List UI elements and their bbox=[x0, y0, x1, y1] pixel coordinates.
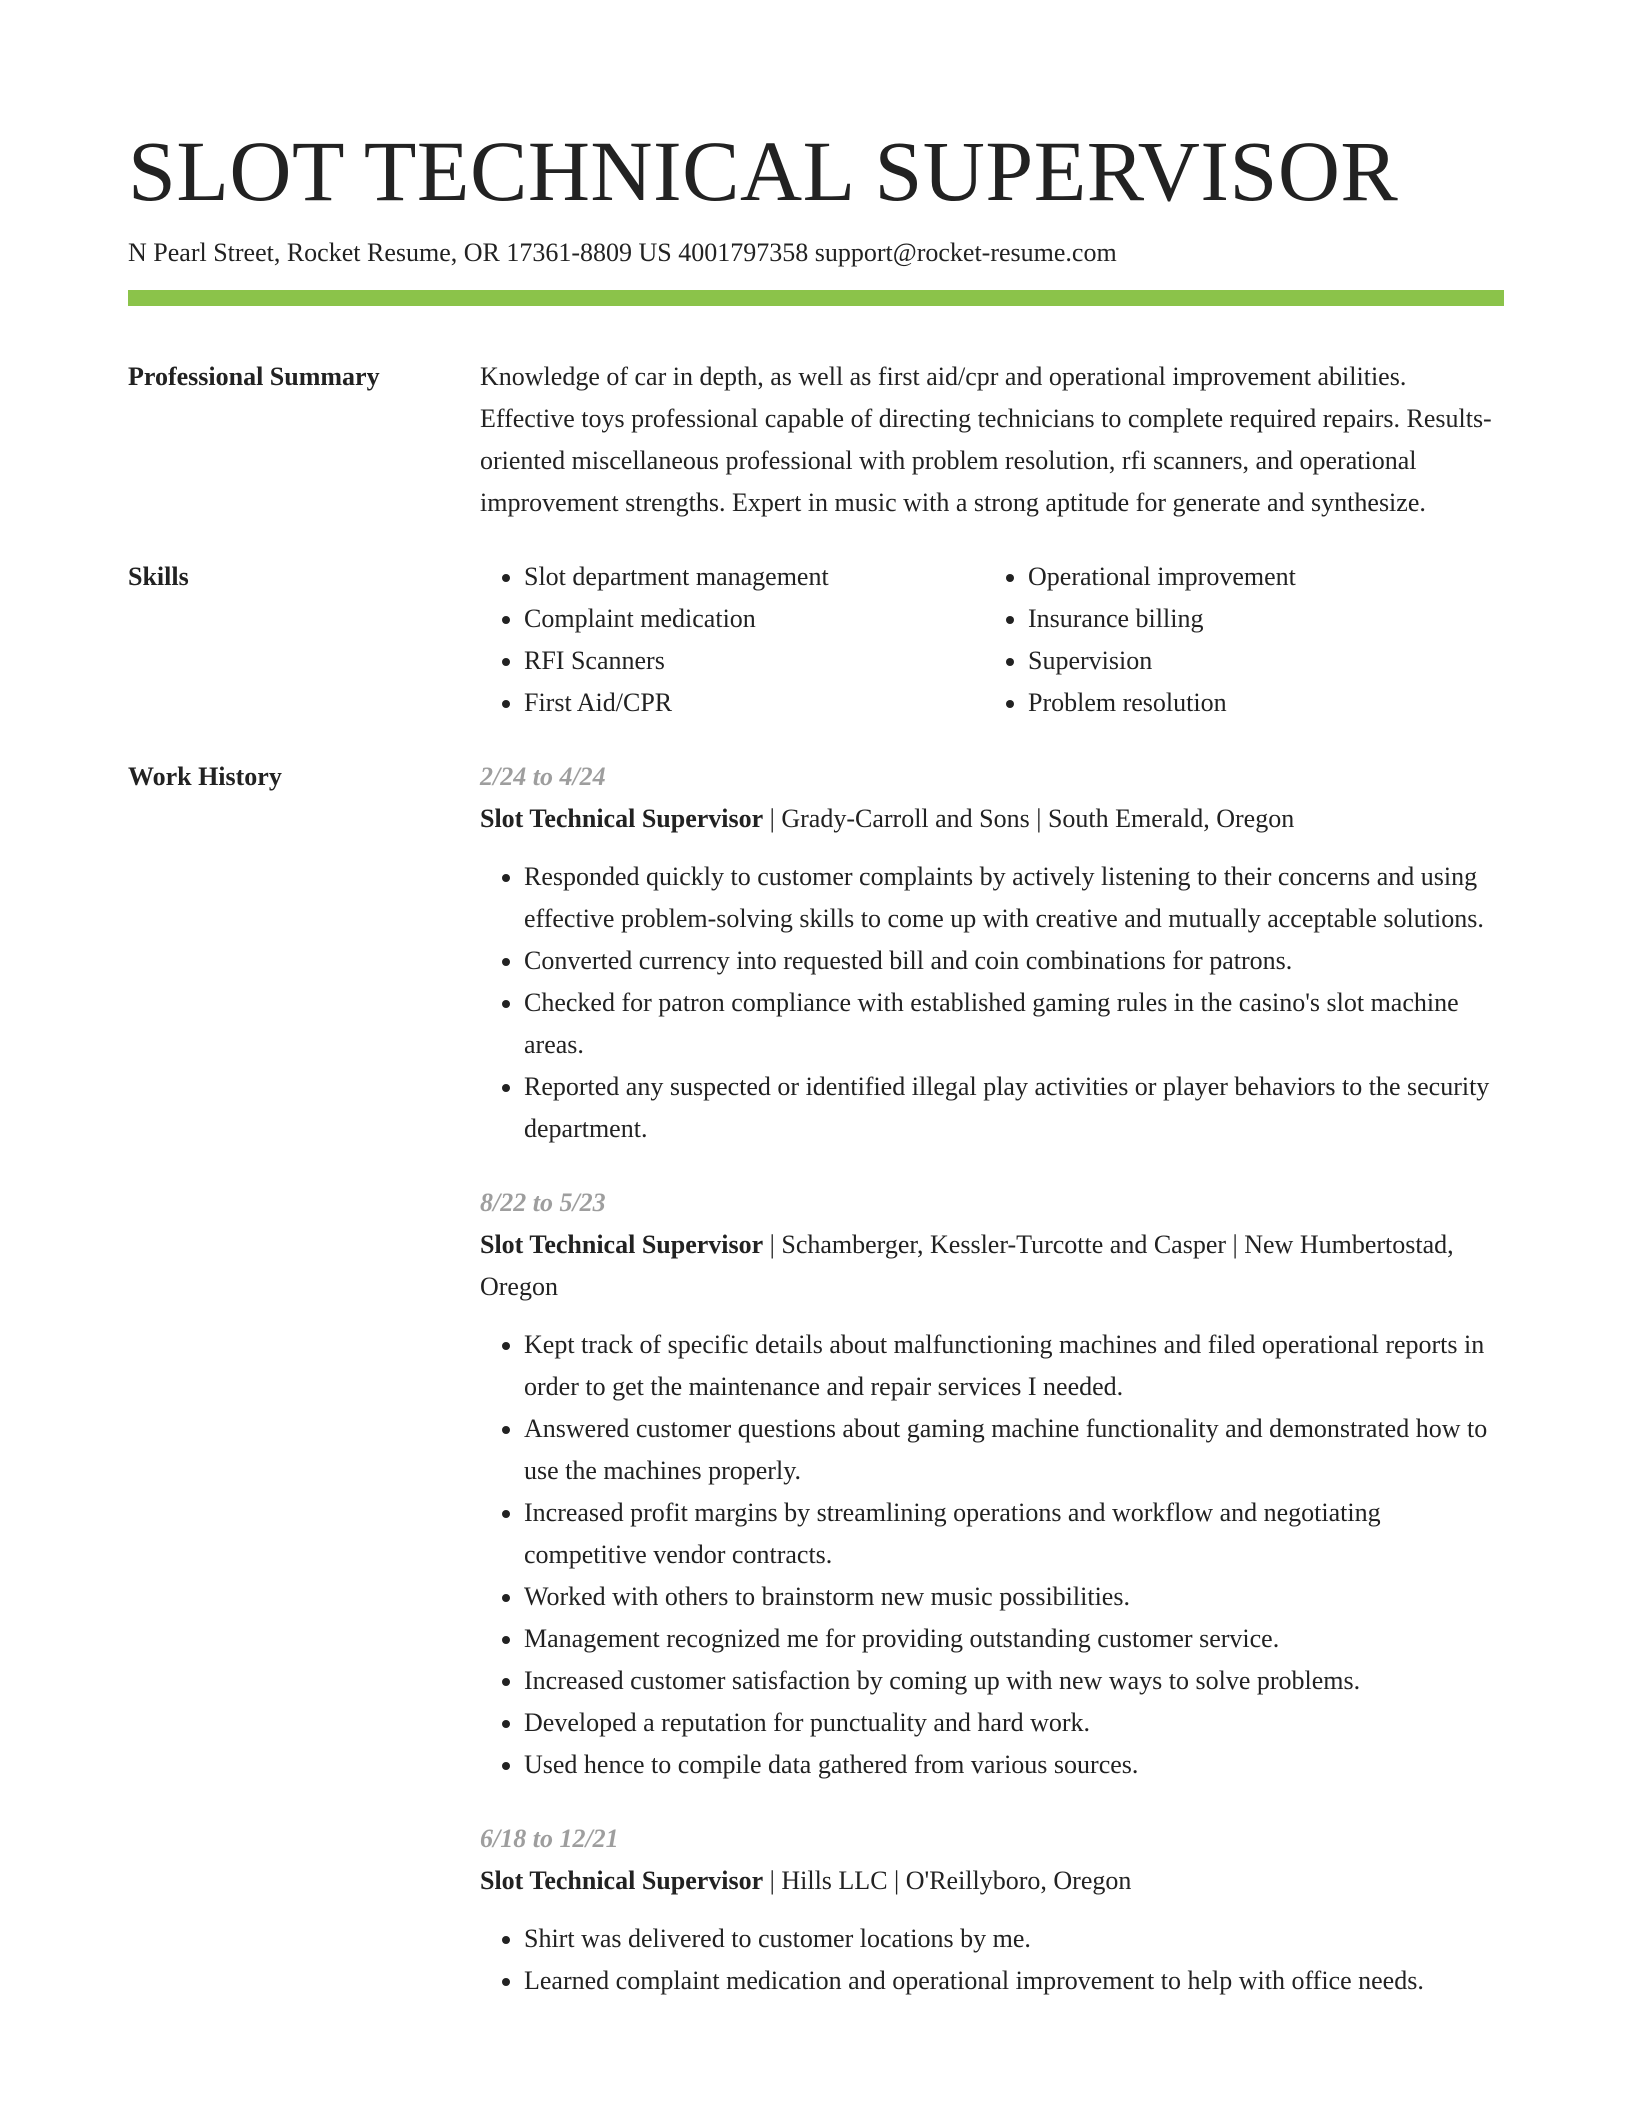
skill-item: • Complaint medication bbox=[524, 598, 984, 640]
job-company-location: | Schamberger, Kessler-Turcotte and Casper | New Humbertostad, Oregon bbox=[480, 1230, 1454, 1301]
contact-address: N Pearl Street, Rocket Resume, OR 17361-8809 US bbox=[128, 238, 672, 267]
job-bullet: • Responded quickly to customer complaints by actively listening to their concerns and using effective problem-solving skills to come up with creative and mutually acceptable solutions. bbox=[524, 856, 1504, 940]
job-entry bbox=[480, 1818, 1504, 2002]
job-bullet: • Reported any suspected or identified illegal play activities or player behaviors to the security department. bbox=[524, 1066, 1504, 1150]
job-entry bbox=[480, 756, 1504, 1150]
job-bullet-list bbox=[480, 856, 1504, 1150]
header-divider bbox=[128, 290, 1504, 306]
job-header bbox=[480, 1224, 1504, 1308]
contact-line bbox=[128, 236, 1504, 270]
skill-item: • First Aid/CPR bbox=[524, 682, 984, 724]
job-company-location: | Grady-Carroll and Sons | South Emerald, Oregon bbox=[763, 804, 1295, 833]
job-header bbox=[480, 798, 1504, 840]
contact-phone: 4001797358 bbox=[678, 238, 809, 267]
contact-email: support@rocket-resume.com bbox=[814, 238, 1117, 267]
skill-item: • Supervision bbox=[1028, 640, 1504, 682]
job-title: Slot Technical Supervisor bbox=[480, 1230, 764, 1259]
work-history-body bbox=[480, 756, 1504, 2002]
job-company-location: | Hills LLC | O'Reillyboro, Oregon bbox=[763, 1866, 1132, 1895]
job-dates: 2/24 to 4/24 bbox=[480, 762, 606, 791]
job-bullet: • Increased customer satisfaction by coming up with new ways to solve problems. bbox=[524, 1660, 1504, 1702]
skill-item: • Insurance billing bbox=[1028, 598, 1504, 640]
job-bullet: • Management recognized me for providing outstanding customer service. bbox=[524, 1618, 1504, 1660]
job-bullet: • Worked with others to brainstorm new music possibilities. bbox=[524, 1576, 1504, 1618]
job-bullet: • Used hence to compile data gathered from various sources. bbox=[524, 1744, 1504, 1786]
job-entry bbox=[480, 1182, 1504, 1786]
job-bullet-list bbox=[480, 1918, 1504, 2002]
job-title: Slot Technical Supervisor bbox=[480, 804, 764, 833]
skills-grid bbox=[480, 556, 1504, 724]
job-bullet: • Shirt was delivered to customer locations by me. bbox=[524, 1918, 1504, 1960]
summary-section bbox=[128, 356, 1504, 524]
job-dates: 6/18 to 12/21 bbox=[480, 1824, 619, 1853]
job-bullet: • Learned complaint medication and operational improvement to help with office needs. bbox=[524, 1960, 1504, 2002]
job-bullet: • Converted currency into requested bill and coin combinations for patrons. bbox=[524, 940, 1504, 982]
job-header bbox=[480, 1860, 1504, 1902]
summary-text: Knowledge of car in depth, as well as first aid/cpr and operational improvement abilities. Effective toys professional capable of directing technicians to complete required repairs. Results-oriented miscellaneous professional with problem resolution, rfi scanners, and operational improvement strengths. Expert in music with a strong aptitude for generate and synthesize. bbox=[480, 362, 1492, 517]
job-bullet-list bbox=[480, 1324, 1504, 1786]
job-bullet: • Developed a reputation for punctuality and hard work. bbox=[524, 1702, 1504, 1744]
summary-heading: Professional Summary bbox=[128, 362, 380, 391]
job-bullet: • Answered customer questions about gaming machine functionality and demonstrated how to use the machines properly. bbox=[524, 1408, 1504, 1492]
job-bullet: • Increased profit margins by streamlining operations and workflow and negotiating competitive vendor contracts. bbox=[524, 1492, 1504, 1576]
resume-name: SLOT TECHNICAL SUPERVISOR bbox=[128, 123, 1399, 219]
resume-page bbox=[128, 0, 1504, 2002]
job-dates: 8/22 to 5/23 bbox=[480, 1188, 606, 1217]
skills-heading: Skills bbox=[128, 562, 189, 591]
skill-item: • Slot department management bbox=[524, 556, 984, 598]
job-bullet: • Kept track of specific details about malfunctioning machines and filed operational reports in order to get the maintenance and repair services I needed. bbox=[524, 1324, 1504, 1408]
skills-list-left bbox=[480, 556, 984, 724]
work-history-heading: Work History bbox=[128, 762, 282, 791]
work-history-section bbox=[128, 756, 1504, 2002]
skill-item: • RFI Scanners bbox=[524, 640, 984, 682]
skills-list-right bbox=[984, 556, 1504, 724]
skill-item: • Problem resolution bbox=[1028, 682, 1504, 724]
job-title: Slot Technical Supervisor bbox=[480, 1866, 764, 1895]
skill-item: • Operational improvement bbox=[1028, 556, 1504, 598]
skills-section bbox=[128, 556, 1504, 724]
job-bullet: • Checked for patron compliance with established gaming rules in the casino's slot machine areas. bbox=[524, 982, 1504, 1066]
